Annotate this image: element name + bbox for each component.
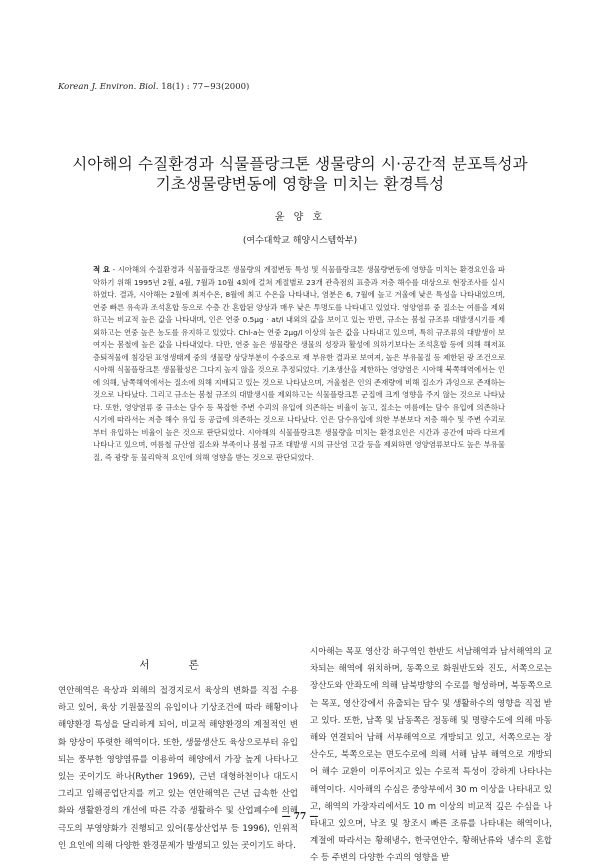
abstract-label: 적 요 <box>93 265 111 274</box>
page-number: — 77 — <box>281 812 319 822</box>
journal-citation <box>58 82 249 92</box>
journal-name: Korean J. Environ. Biol. <box>58 82 159 92</box>
section-heading-introduction: 서 론 <box>139 659 217 671</box>
author-name: 윤 양 호 <box>274 212 326 223</box>
body-column-left: 연안해역은 육상과 외해의 접경지로서 육상의 변화를 직접 수용하고 있어, 육상 기원물질의 유입이나 기상조건에 따라 해황이나 해양환경 특성을 달리하게 되어, 비교적 해양환경의 계절적인 변화 양상이 뚜렷한 해역이다. 또한, 생물생산도 육상으로부터 유입되는 풍부한 영양염류를 이용하여 해양에서 가장 높게 나타나고 있는 곳이기도 하나(Ryther 1969), 근년 대형하천이나 대도시 그리고 임해공업단지를 끼고 있는 연안해역은 근년 급속한 산업화와 생활환경의 개선에 따른 각종 생활하수 및 산업폐수에 의해 극도의 부영양화가 진행되고 있어(통상산업부 등 1996), 인위적인 요인에 의해 다양한 환경문제가 발생되고 있는 곳이기도 하다. <box>58 686 298 851</box>
body-column-right: 시아해는 목포 영산강 하구역인 한반도 서남해역과 남서해역의 교차되는 해역에 위치하며, 동쪽으로 화원반도와 진도, 서쪽으로는 장산도와 안좌도에 의해 남북방향의 수로를 형성하며, 북동쪽으로는 목포, 영산강에서 유출되는 담수 및 생활하수의 영향을 직접 받고 있다. 또한, 남쪽 및 남동쪽은 정동해 및 명량수도에 의해 마동해와 연결되어 남해 서부해역으로 개방되고 있고, 서쪽으로는 장산수도, 북쪽으로는 면도수로에 의해 서해 남부 해역으로 개방되어 해수 교환이 이루어지고 있는 수로적 특성이 강하게 나타나는 해역이다. 시아해의 수심은 중앙부에서 30 m 이상을 나타내고 있고, 해역의 가장자리에서도 10 m 이상의 비교적 깊은 수심을 나타내고 있으며, 낙조 및 창조시 빠른 조류를 나타내는 해역이나, 계절에 따라서는 황해냉수, 한국연안수, 황해난류와 냉수의 혼합수 등 주변의 다양한 수괴의 영향을 받 <box>310 647 552 864</box>
paper-title-line-2: 기초생물량변동에 영향을 미치는 환경특성 <box>155 175 445 193</box>
abstract-text: - 시아해의 수질환경과 식물플랑크톤 생물량의 계절변동 특성 및 식물플랑크톤 생물량변동에 영향을 미치는 환경요인을 파악하기 위해 1995년 2월, 4월, 7월과 10월 4회에 걸쳐 계절별로 23개 관측점의 표층과 저층 해수를 대상으로 현장조사를 실시하였다. 결과, 시아해는 2월에 최저수온, 8월에 최고 수온을 나타내나, 염분은 6, 7월에 높고 겨울에 낮은 특성을 나타내었으며, 연중 빠른 유속과 조석혼합 등으로 수층 간 혼합된 양상과 매우 낮은 투명도를 나타내고 있었다. 영양염류 중 질소는 여름을 제외하고는 비교적 높은 값을 나타내며, 인은 연중 0.5μg · at/l 내외의 값을 보이고 있는 반면, 규소는 봄철 규조류 대발생시기를 제외하고는 연중 높은 농도를 유지하고 있었다. Chl-a는 연중 2μg/l 이상의 높은 값을 나타내고 있으며, 특히 규조류의 대발생이 보여지는 봄철에 높은 값을 나타내었다. 다만, 연중 높은 생물량은 생물의 성장과 활성에 의하기보다는 조석혼합 등에 의해 해저표층퇴적물에 침강된 표영생태계 중의 생물량 상당부분이 수중으로 재 부유한 결과로 보여져, 높은 부유물질 등 제한된 광 조건으로 시아해 식물플랑크톤 생물활성은 그다지 높지 않을 것으로 추정되었다. 기초생산을 제한하는 영양염은 시아해 북쪽해역에서는 인에 의해, 남쪽해역에서는 질소에 의해 지배되고 있는 것으로 나타났으며, 겨울철은 인의 존재량에 비해 질소가 과잉으로 존재하는 것으로 나타났다. 그리고 규소는 봄철 규조의 대발생시를 제외하고는 식물플랑크톤 군집에 크게 영향을 주지 않는 것으로 나타났다. 또한, 영양염류 중 규소는 담수 등 복잡한 주변 수괴의 유입에 의존하는 비율이 높고, 질소는 여름에는 담수 유입에 의존하나 시기에 따라서는 저층 해수 유입 등 공급에 의존하는 것으로 나타났다. 인은 담수유입에 의한 부분보다 저층 해수 및 주변 수괴로부터 유입하는 비율이 높은 것으로 판단되었다. 시아해의 식물플랑크톤 생물량을 미치는 환경요인은 시간과 공간에 따라 다르게 나타나고 있으며, 여름철 규산염 질소와 부족이나 봄철 규조 대발생 시의 규산염 고갈 등을 제외하면 영양염류보다도 높은 부유물질, 즉 광량 등 물리학적 요인에 의해 영향을 받는 것으로 판단되었다. <box>93 265 505 462</box>
journal-volume-pages: 18(1) : 77~93(2000) <box>158 82 250 92</box>
abstract <box>93 264 505 464</box>
paper-title-line-1: 시아해의 수질환경과 식물플랑크톤 생물량의 시·공간적 분포특성과 <box>72 155 528 173</box>
author-affiliation: (여수대학교 해양시스템학부) <box>242 236 358 246</box>
